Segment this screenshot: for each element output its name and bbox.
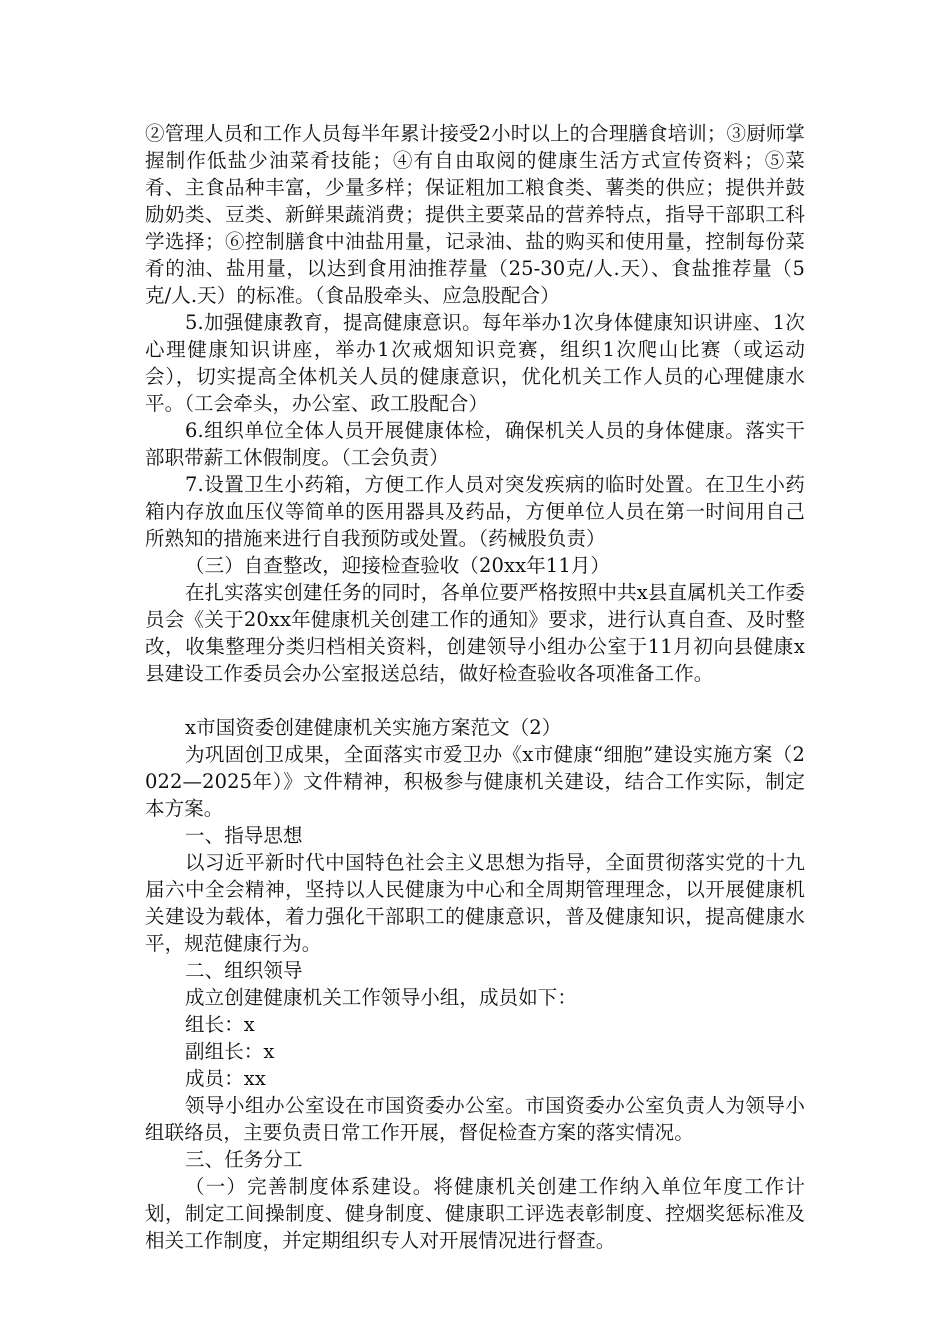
paragraph-intro: 为巩固创卫成果，全面落实市爱卫办《x市健康“细胞”建设实施方案（2022—2025年）》文件精神，积极参与健康机关建设，结合工作实际，制定本方案。 [145,743,805,820]
paragraph-canteen-measures: ②管理人员和工作人员每半年累计接受2小时以上的合理膳食培训；③厨师掌握制作低盐少油菜肴技能；④有自由取阅的健康生活方式宣传资料；⑤菜肴、主食品种丰富，少量多样；保证粗加工粮食类、薯类的供应；提供并鼓励奶类、豆类、新鲜果蔬消费；提供主要菜品的营养特点，指导干部职工科学选择；⑥控制膳食中油盐用量，记录油、盐的购买和使用量，控制每份菜肴的油、盐用量，以达到食用油推荐量（25-30克/人.天）、食盐推荐量（5克/人.天）的标准。（食品股牵头、应急股配合） [145,122,805,307]
line-deputy-leader: 副组长：x [185,1040,275,1063]
paragraph-system-building: （一）完善制度体系建设。将健康机关创建工作纳入单位年度工作计划，制定工间操制度、健身制度、健康职工评选表彰制度、控烟奖惩标准及相关工作制度，并定期组织专人对开展情况进行督查。 [145,1175,805,1252]
paragraph-guiding-thought: 以习近平新时代中国特色社会主义思想为指导，全面贯彻落实党的十九届六中全会精神，坚持以人民健康为中心和全周期管理理念，以开展健康机关建设为载体，着力强化干部职工的健康意识，普及健康知识，提高健康水平，规范健康行为。 [145,851,805,955]
paragraph-organization: 成立创建健康机关工作领导小组，成员如下： [185,986,578,1009]
line-leader: 组长：x [185,1013,255,1036]
paragraph-item-6: 6.组织单位全体人员开展健康体检，确保机关人员的身体健康。落实干部职带薪工休假制度。（工会负责） [145,419,805,469]
paragraph-office: 领导小组办公室设在市国资委办公室。市国资委办公室负责人为领导小组联络员，主要负责日常工作开展，督促检查方案的落实情况。 [145,1094,805,1144]
heading-self-check: （三）自查整改，迎接检查验收（20xx年11月） [185,554,611,577]
document-title-2: x市国资委创建健康机关实施方案范文（2） [185,716,562,739]
line-members: 成员：xx [185,1067,266,1090]
paragraph-item-7: 7.设置卫生小药箱，方便工作人员对突发疾病的临时处置。在卫生小药箱内存放血压仪等简单的医用器具及药品，方便单位人员在第一时间用自己所熟知的措施来进行自我预防或处置。（药械股负责） [145,473,805,550]
heading-organization: 二、组织领导 [185,959,303,982]
heading-task-division: 三、任务分工 [185,1148,303,1171]
heading-guiding-thought: 一、指导思想 [185,824,303,847]
paragraph-item-5: 5.加强健康教育，提高健康意识。每年举办1次身体健康知识讲座、1次心理健康知识讲座，举办1次戒烟知识竞赛，组织1次爬山比赛（或运动会），切实提高全体机关人员的健康意识，优化机关工作人员的心理健康水平。（工会牵头，办公室、政工股配合） [145,311,805,415]
paragraph-self-check: 在扎实落实创建任务的同时，各单位要严格按照中共x县直属机关工作委员会《关于20xx年健康机关创建工作的通知》要求，进行认真自查、及时整改，收集整理分类归档相关资料，创建领导小组办公室于11月初向县健康x县建设工作委员会办公室报送总结，做好检查验收各项准备工作。 [145,581,805,685]
blank-line [145,687,805,714]
